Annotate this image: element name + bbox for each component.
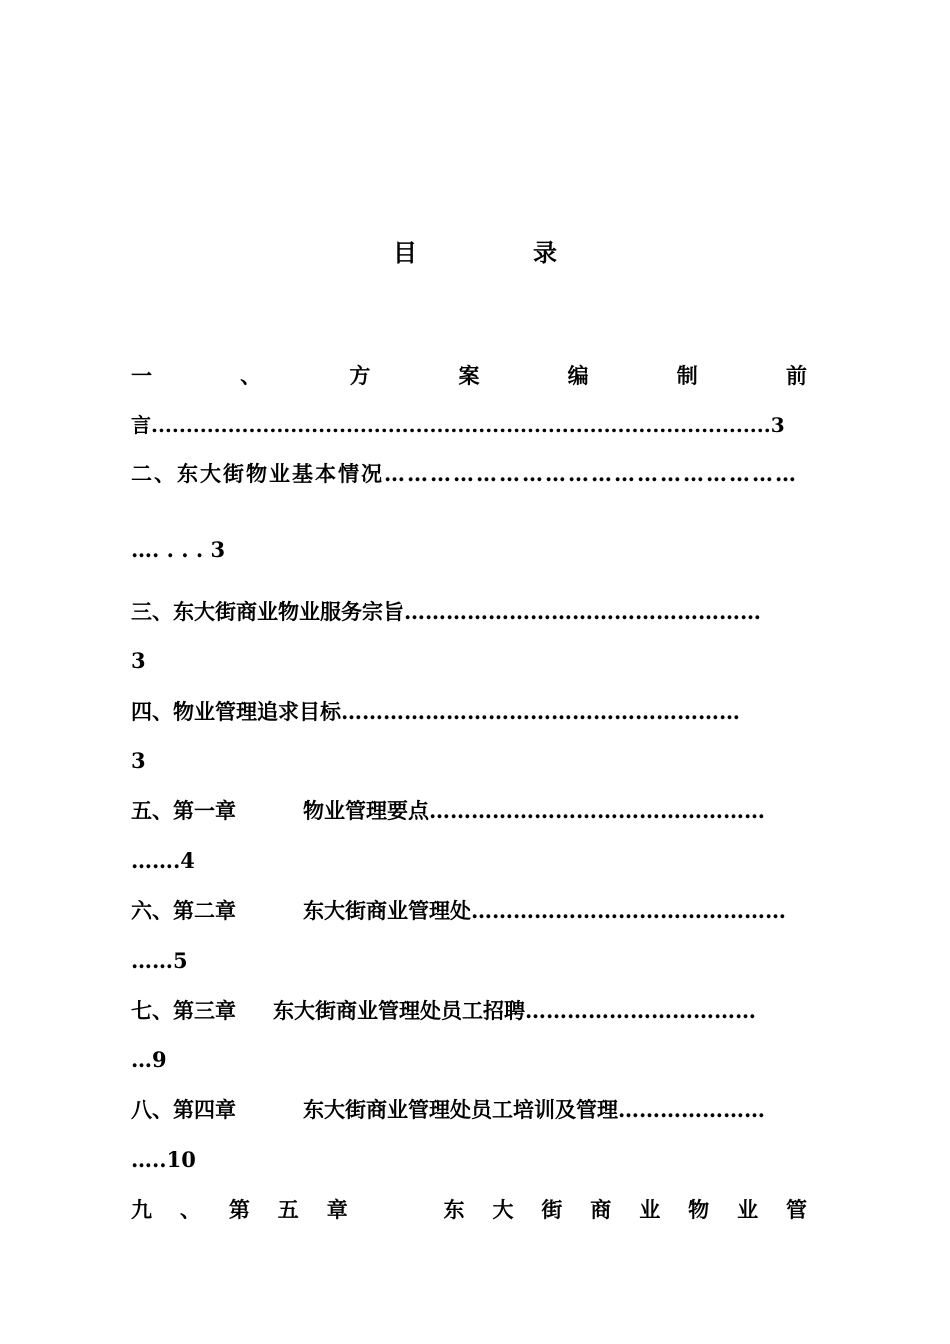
- toc-entry-7-line2: …9: [131, 1047, 167, 1072]
- toc-entry-8-line1: [131, 1095, 807, 1125]
- toc-title: 目 录: [393, 238, 603, 267]
- toc-entry-3-line1: 三、东大街商业物业服务宗旨……………………………………………: [131, 599, 761, 624]
- toc-char: 业: [639, 1197, 661, 1222]
- toc-entry-1-line2: 言.........................................................................................3: [131, 413, 785, 437]
- toc-entry-6-line1: [131, 896, 807, 926]
- toc-chapter-title: 东大街商业管理处………………………………………: [303, 898, 786, 923]
- toc-char: 制: [676, 363, 698, 388]
- toc-entry-4-line1: 四、物业管理追求目标…………………………………………………: [131, 699, 740, 724]
- toc-chapter-title: 东大街商业管理处员工培训及管理…………………: [303, 1097, 765, 1122]
- toc-char: 前: [785, 363, 807, 388]
- toc-entry-7-line1: [131, 996, 807, 1026]
- toc-chapter-title: 物业管理要点…………………………………………: [303, 798, 765, 823]
- toc-char: 管: [785, 1197, 807, 1222]
- toc-char: 案: [458, 363, 480, 388]
- toc-entry-2-line2: …. . . . 3: [131, 537, 226, 562]
- toc-char: 一: [131, 363, 152, 388]
- toc-entry-8-line2: …..10: [131, 1147, 196, 1172]
- toc-chapter-title: 东大街商业管理处员工招聘……………………………: [273, 998, 756, 1023]
- toc-entry-4-line2: 3: [131, 748, 146, 773]
- toc-char: 大: [492, 1197, 514, 1222]
- toc-char: 、: [240, 363, 262, 388]
- toc-char: 业: [737, 1197, 759, 1222]
- toc-char: 、: [179, 1197, 201, 1222]
- toc-chapter-label: 七、第三章: [131, 998, 236, 1023]
- toc-char: 编: [567, 363, 589, 388]
- toc-char: 五: [277, 1197, 299, 1222]
- toc-char: 第: [228, 1197, 250, 1222]
- toc-char: 商: [590, 1197, 612, 1222]
- toc-entry-1-line1: [131, 361, 807, 391]
- toc-entry-9-line1: [131, 1195, 807, 1225]
- toc-char: 东: [443, 1197, 465, 1222]
- toc-char: 章: [326, 1197, 348, 1222]
- toc-char: 物: [688, 1197, 710, 1222]
- toc-chapter-label: 八、第四章: [131, 1097, 236, 1122]
- toc-char: [376, 1195, 416, 1225]
- toc-entry-3-line2: 3: [131, 648, 146, 673]
- toc-entry-6-line2: ……5: [131, 948, 188, 973]
- toc-entry-2-line1: 二、东大街物业基本情况………………………………………………: [131, 461, 798, 486]
- toc-entry-5-line1: [131, 796, 807, 826]
- toc-chapter-label: 五、第一章: [131, 798, 236, 823]
- toc-char: 方: [349, 363, 371, 388]
- toc-entry-5-line2: …….4: [131, 848, 195, 873]
- toc-char: 九: [131, 1197, 152, 1222]
- toc-chapter-label: 六、第二章: [131, 898, 236, 923]
- toc-char: 街: [541, 1197, 563, 1222]
